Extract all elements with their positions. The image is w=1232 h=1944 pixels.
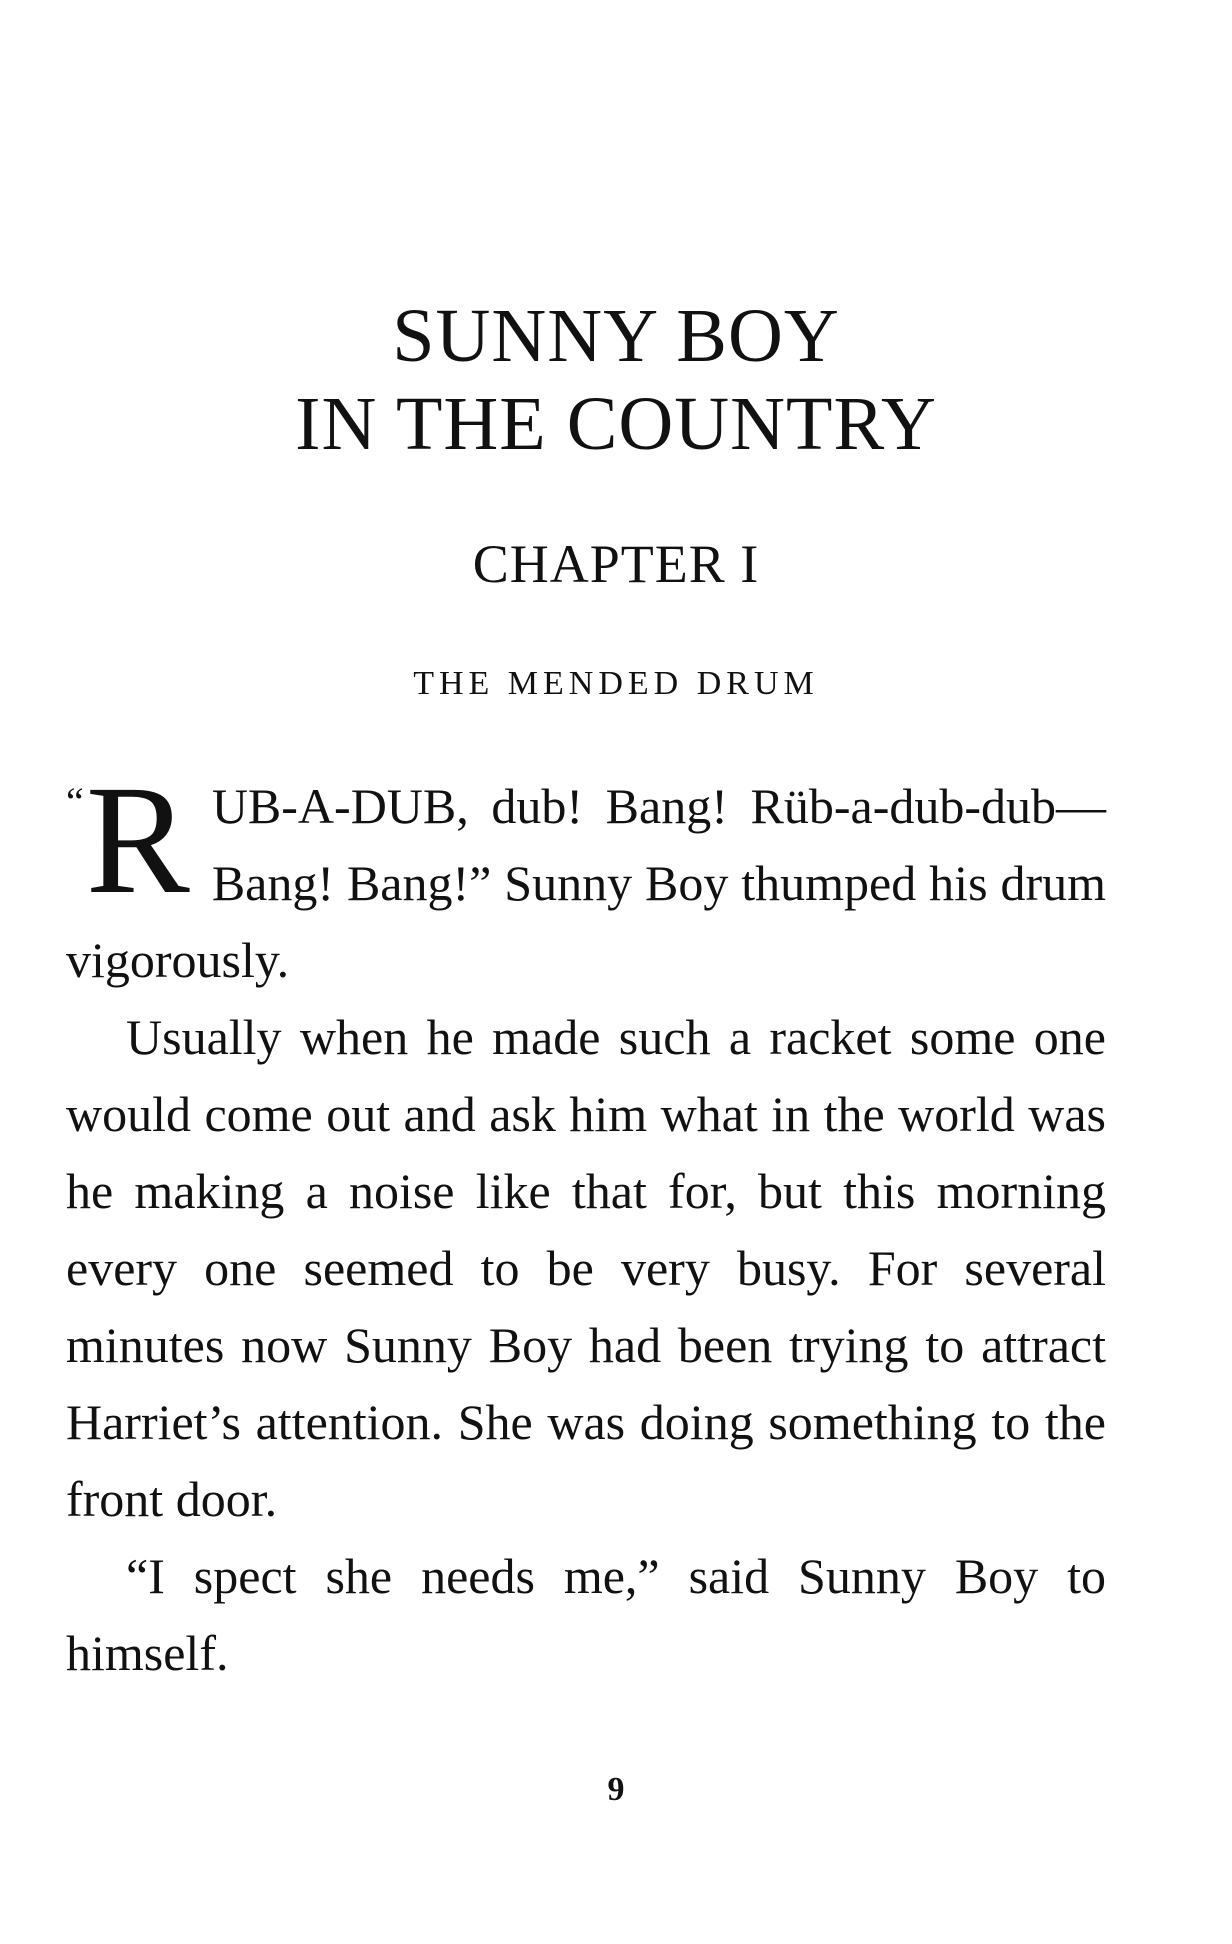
chapter-title: THE MENDED DRUM (413, 665, 819, 702)
drop-cap-letter: R (85, 753, 190, 926)
paragraph-1-text: UB-A-DUB, dub! Bang! Rüb-a-dub-dub—Bang! Bang!” Sunny Boy thumped his drum vigorously. (66, 778, 1106, 988)
page-number: 9 (607, 1771, 625, 1808)
book-title-line-1: SUNNY BOY (392, 294, 840, 378)
paragraph-3: “I spect she needs me,” said Sunny Boy to himself. (66, 1548, 1106, 1681)
body-text (66, 753, 1106, 1692)
paragraph-2: Usually when he made such a racket some one would come out and ask him what in the world was he making a noise like that for, but this morning every one seemed to be very busy. For several minutes now Sunny Boy had been trying to attract Harriet’s attention. She was doing something to the front door. (66, 1009, 1106, 1527)
book-title-line-2: IN THE COUNTRY (295, 382, 937, 466)
book-title (0, 292, 1232, 468)
opening-quote-mark: “ (66, 779, 84, 824)
paragraph-1 (66, 753, 1106, 999)
chapter-heading: CHAPTER I (472, 534, 760, 594)
